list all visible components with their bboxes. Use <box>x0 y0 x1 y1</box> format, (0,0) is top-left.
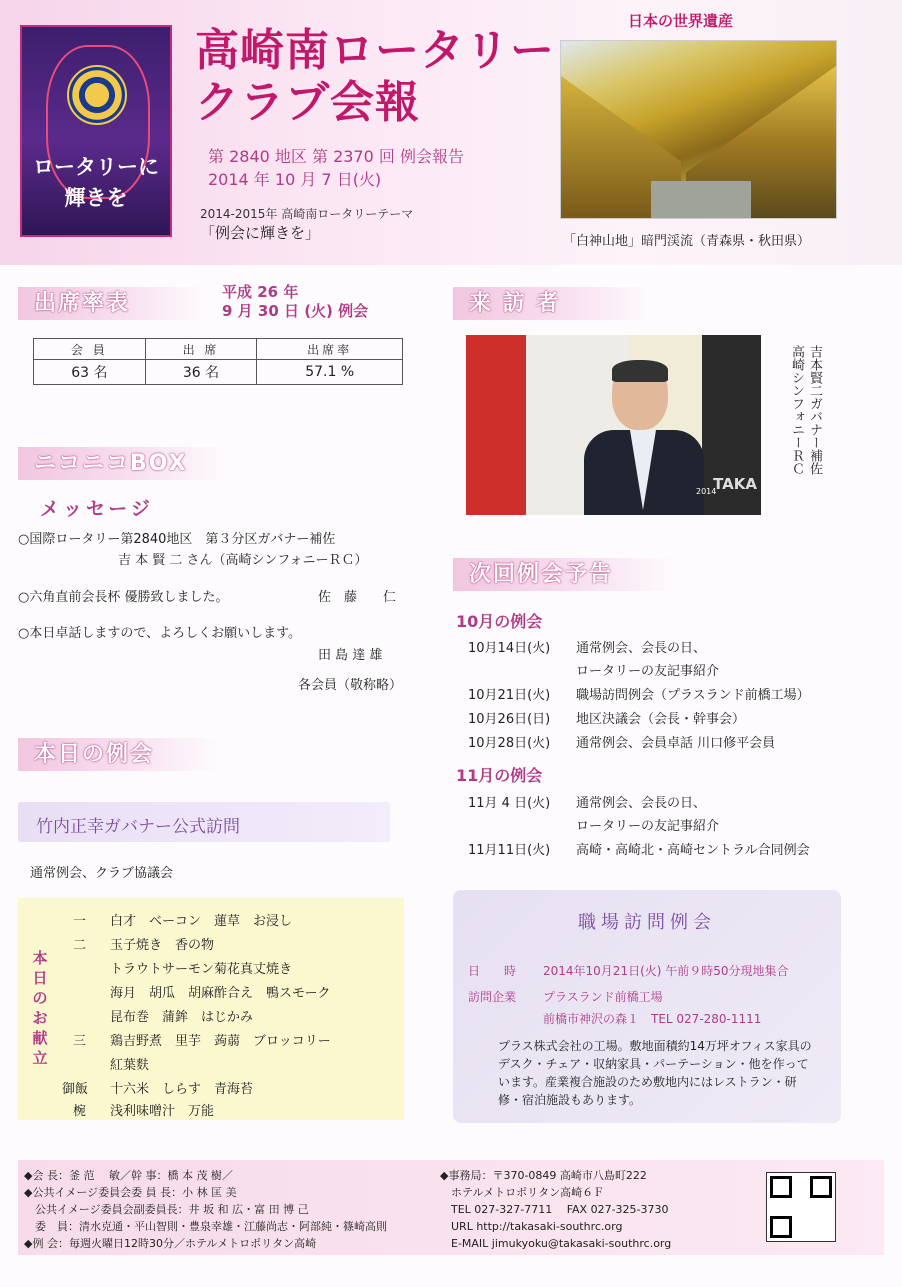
message-title: メッセージ <box>40 498 154 520</box>
menu-items: 昆布巻 蒲鉾 はじかみ <box>110 1010 254 1025</box>
menu-course: 御飯 <box>62 1082 89 1097</box>
club-theme: 「例会に輝きを」 <box>200 224 321 242</box>
japan-flag <box>466 335 526 515</box>
visitor-heading: 来 訪 者 <box>453 287 653 320</box>
visitor-name: 吉本賢二ガバナー補佐 <box>807 345 822 475</box>
attendance-heading: 出席率表 <box>18 287 208 320</box>
regular-meeting: 通常例会、クラブ協議会 <box>30 866 174 881</box>
menu-box <box>18 898 404 1120</box>
attendance-date: 平成 26 年 9 月 30 日 (火) 例会 <box>222 283 369 320</box>
menu-items: 十六米 しらす 青海苔 <box>110 1082 254 1097</box>
menu-course: 二 <box>73 938 87 953</box>
today-heading: 本日の例会 <box>18 738 218 771</box>
menu-items: 鶏吉野煮 里芋 蒟蒻 ブロッコリー <box>110 1034 331 1049</box>
header-rate: 出席率 <box>257 339 403 360</box>
company-description: プラス株式会社の工場。敷地面積約14万坪オフィス家具のデスク・チェア・収納家具・パーテーション・他を作っています。産業複合施設のため敷地内にはレストラン・研修・宿泊施設もあります。 <box>498 1039 812 1107</box>
value-rate: 57.1 % <box>257 360 403 385</box>
menu-items: トラウトサーモン菊花真丈焼き <box>110 962 293 977</box>
theme-year: 2014-2015年 高崎南ロータリーテーマ <box>200 207 414 221</box>
schedule-row: 11月11日(火) 高崎・高崎北・高崎セントラル合同例会 <box>468 843 810 858</box>
value-present: 36 名 <box>145 360 257 385</box>
menu-items: 玉子焼き 香の物 <box>110 938 215 953</box>
message-signature: 田 島 達 雄 <box>318 648 383 663</box>
footer-office: ◆事務局：〒370-0849 高崎市八島町222 <box>440 1169 647 1182</box>
menu-course: 一 <box>73 914 87 929</box>
footer-line: 公共イメージ委員会副委員長：井 坂 和 広・富 田 博 己 <box>24 1203 309 1216</box>
schedule-row: 11月 4 日(火) 通常例会、会長の日、 <box>468 796 707 811</box>
club-logo <box>20 25 172 237</box>
heritage-photo <box>560 40 837 219</box>
footer-line: 委 員：清水克通・平山智則・豊泉幸雄・江藤尚志・阿部純・篠崎高則 <box>24 1220 387 1233</box>
heritage-label: 日本の世界遺産 <box>628 12 734 30</box>
footer-line: ◆例 会：毎週火曜日12時30分／ホテルメトロポリタン高崎 <box>24 1237 317 1250</box>
company-label: 訪問企業 <box>468 990 517 1004</box>
next-heading: 次回例会予告 <box>453 558 678 591</box>
october-title: 10月の例会 <box>456 612 543 631</box>
company-address: 前橋市神沢の森１ TEL 027-280-1111 <box>543 1012 762 1026</box>
menu-course: 三 <box>73 1034 87 1049</box>
meeting-report-info: 第 2840 地区 第 2370 回 例会報告 2014 年 10 月 7 日(火) <box>208 147 464 189</box>
footer-email[interactable]: E-MAIL jimukyoku@takasaki-southrc.org <box>440 1237 672 1250</box>
footer-phone: TEL 027-327-7711 FAX 027-325-3730 <box>440 1203 669 1216</box>
header-members: 会 員 <box>34 339 146 360</box>
newsletter-title: 高崎南ロータリー クラブ会報 <box>195 25 555 128</box>
date-value: 2014年10月21日(火) 午前９時50分現地集合 <box>543 964 789 978</box>
logo-slogan: ロータリーに 輝きを <box>33 155 159 210</box>
value-members: 63 名 <box>34 360 146 385</box>
november-title: 11月の例会 <box>456 766 543 785</box>
footer-line: ◆会 長：釜 范 敏／幹 事：橋 本 茂 樹／ <box>24 1169 233 1182</box>
message-line: ○六角直前会長杯 優勝致しました。 <box>18 590 229 605</box>
schedule-row: ロータリーの友記事紹介 <box>576 664 720 679</box>
menu-items: 海月 胡瓜 胡麻酢合え 鴨スモーク <box>110 986 331 1001</box>
footer-office: ホテルメトロポリタン高崎６Ｆ <box>440 1186 605 1199</box>
workplace-visit-box <box>453 890 841 1123</box>
date-label: 日 時 <box>468 964 517 978</box>
message-line: ○国際ロータリー第2840地区 第３分区ガバナー補佐 <box>18 532 336 547</box>
header-present: 出 席 <box>145 339 257 360</box>
message-signature: 各会員（敬称略） <box>298 678 403 693</box>
schedule-row: 10月26日(日) 地区決議会（会長・幹事会） <box>468 712 746 727</box>
visitor-photo <box>466 335 761 515</box>
footer <box>18 1160 884 1255</box>
qr-code-icon <box>766 1172 836 1242</box>
footer-line: ◆公共イメージ委員会委 員 長：小 林 匡 美 <box>24 1186 237 1199</box>
menu-course: 椀 <box>73 1104 87 1119</box>
company-value: プラスランド前橋工場 <box>543 990 663 1004</box>
menu-items: 紅葉麩 <box>110 1058 150 1073</box>
menu-items: 浅利味噌汁 万能 <box>110 1104 215 1119</box>
workplace-title: 職場訪問例会 <box>578 912 716 933</box>
meeting-title-box <box>18 802 390 842</box>
schedule-row: 10月21日(火) 職場訪問例会（プラスランド前橋工場） <box>468 688 810 703</box>
photo-year: 2014 <box>696 487 717 496</box>
nikoniko-heading: ニコニコBOX <box>18 447 228 480</box>
message-line: 吉 本 賢 二 さん（高崎シンフォニーＲＣ） <box>118 553 368 568</box>
footer-url[interactable]: URL http://takasaki-southrc.org <box>440 1220 623 1233</box>
menu-items: 白才 ベーコン 蓮草 お浸し <box>110 914 293 929</box>
meeting-title: 竹内正幸ガバナー公式訪問 <box>36 817 240 837</box>
message-signature: 佐 藤 仁 <box>318 590 397 605</box>
schedule-row: ロータリーの友記事紹介 <box>576 819 720 834</box>
message-line: ○本日卓話しますので、よろしくお願いします。 <box>18 626 302 641</box>
menu-label: 本日のお献立 <box>32 949 48 1067</box>
attendance-table <box>33 338 403 385</box>
rotary-wheel-icon <box>67 65 127 125</box>
visitor-club: 高崎シンフォニーＲＣ <box>789 345 804 475</box>
photo-caption: 「白神山地」暗門渓流（青森県・秋田県） <box>563 234 811 249</box>
schedule-row: 10月28日(火) 通常例会、会員卓話 川口修平会員 <box>468 736 776 751</box>
schedule-row: 10月14日(火) 通常例会、会長の日、 <box>468 641 707 656</box>
banner-text: TAKA <box>713 475 757 493</box>
